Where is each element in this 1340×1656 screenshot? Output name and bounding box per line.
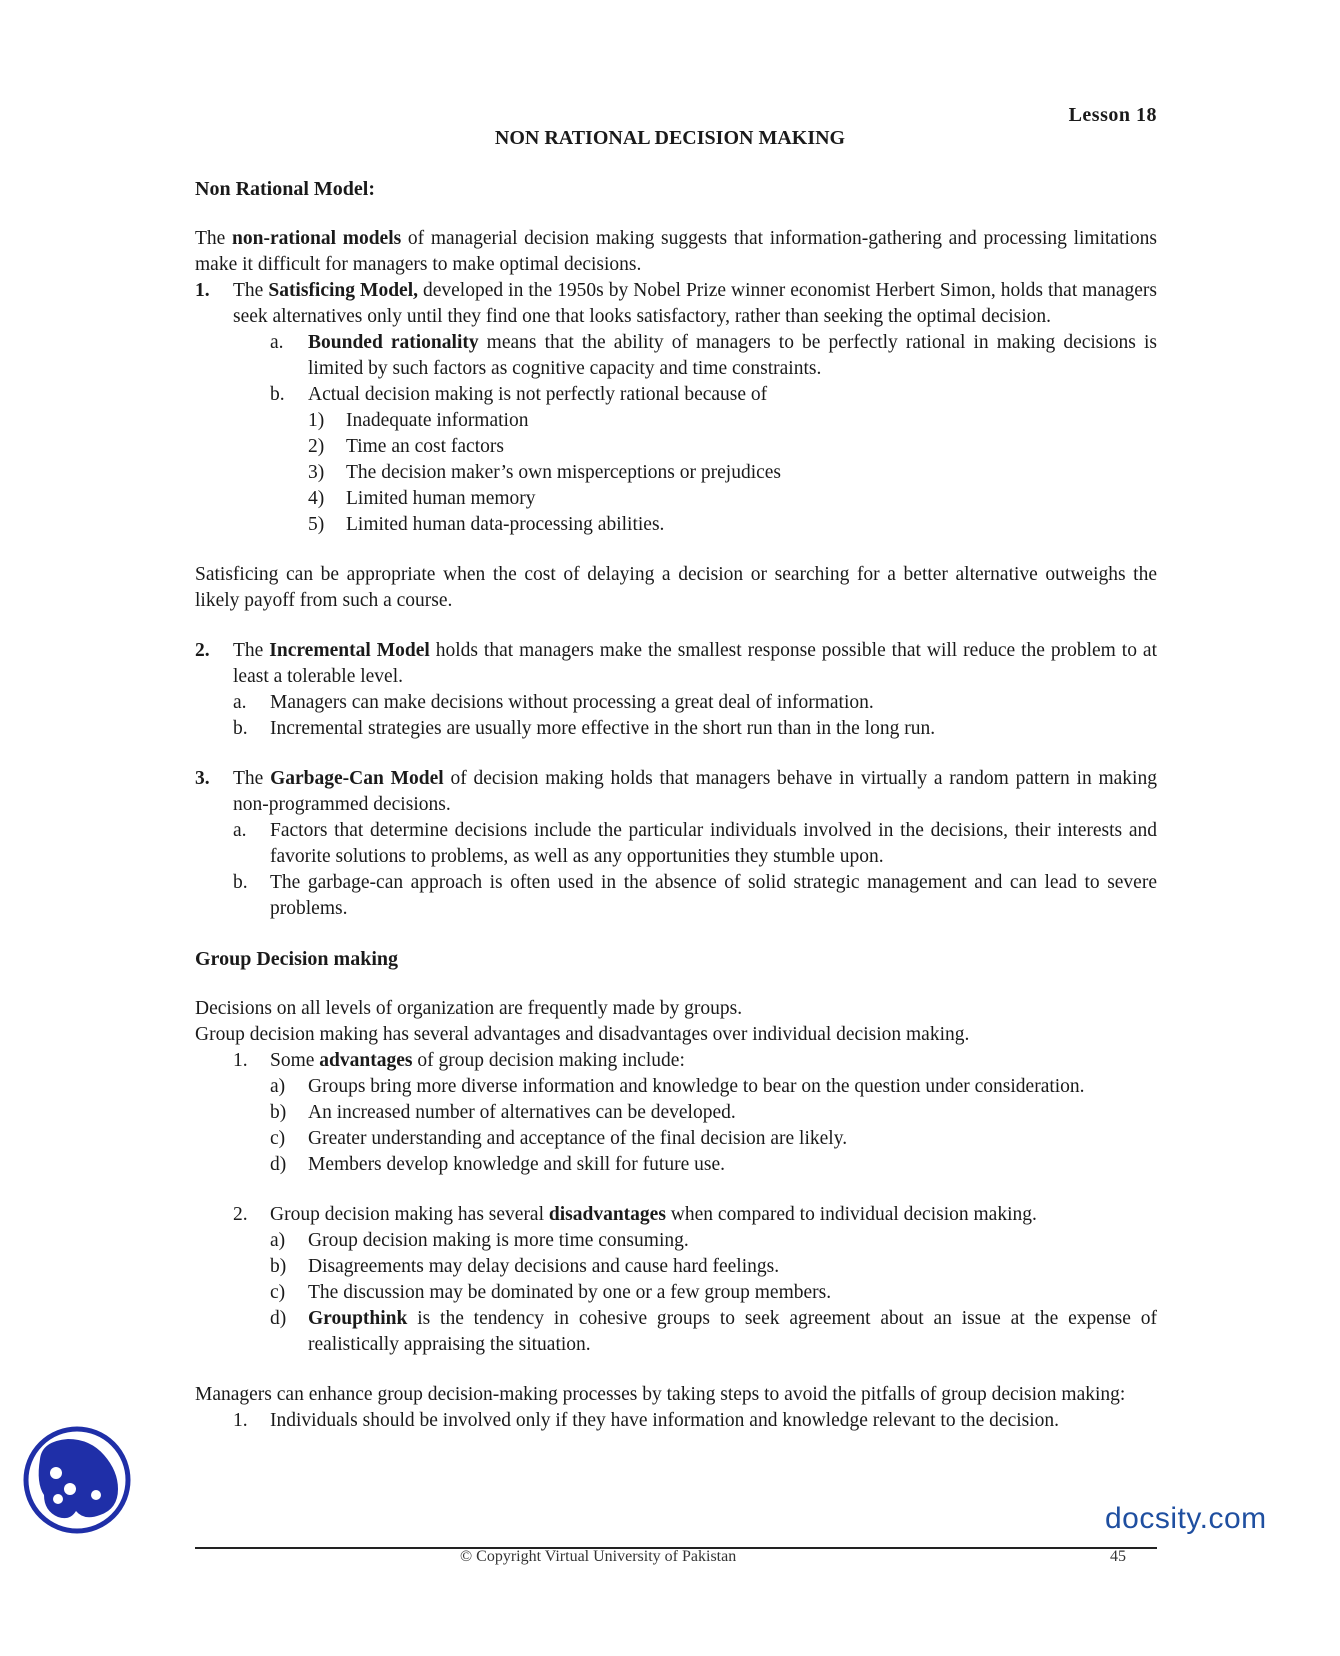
sub-item-text: An increased number of alternatives can be developed. [308,1102,736,1123]
page-title: NON RATIONAL DECISION MAKING [494,127,846,149]
sub-item-letter: a) [270,1076,286,1097]
reason-text: Inadequate information [346,410,529,431]
sub-item-text: Factors that determine decisions include the particular individuals involved in the decisions, their interests and favorite solutions to problems, as well as any opportunities they stumble upon. [270,820,1157,867]
bold-term: Groupthink [308,1308,408,1329]
reason-number: 3) [308,462,325,483]
reason-text: The decision maker’s own misperceptions or prejudices [346,462,782,483]
section-heading-non-rational: Non Rational Model: [195,178,375,200]
section-heading-group: Group Decision making [195,948,398,970]
sub-item-text: The garbage-can approach is often used in the absence of solid strategic management and can lead to severe problems. [270,872,1157,919]
list-item-garbage-can [195,766,1157,818]
advantage-sub-item [195,1074,1157,1100]
sub-item-bounded-rationality [195,330,1157,382]
list-number: 2. [233,1204,248,1225]
bold-term: Bounded rationality [308,332,479,353]
bold-term: Satisficing Model, [268,280,418,301]
list-item-text [233,766,1157,818]
disadvantage-sub-item-groupthink [195,1306,1157,1358]
reason-number: 5) [308,514,325,535]
enhance-paragraph: Managers can enhance group decision-making processes by taking steps to avoid the pitfalls of group decision making: [195,1384,1126,1405]
text-pre: The [233,280,269,301]
sub-item-text: Groups bring more diverse information and knowledge to bear on the question under consideration. [308,1076,1085,1097]
sub-item-text: Managers can make decisions without processing a great deal of information. [270,692,874,713]
reason-number: 1) [308,410,325,431]
sub-item [195,716,1157,742]
sub-item-letter: c) [270,1128,286,1149]
bold-term: Incremental Model [269,640,430,661]
sub-item-letter: d) [270,1154,287,1175]
docsity-brand-text[interactable]: docsity.com [1105,1502,1267,1535]
list-item-satisficing [195,278,1157,330]
reason-text: Limited human memory [346,488,536,509]
sub-item-text: Actual decision making is not perfectly rational because of [308,384,768,405]
list-item-incremental [195,638,1157,690]
advantage-sub-item [195,1126,1157,1152]
list-number: 1. [195,280,210,301]
footer-page-number: 45 [1110,1548,1126,1565]
sub-item-text: The discussion may be dominated by one or a few group members. [308,1282,832,1303]
sub-item [195,870,1157,922]
sub-item-letter: c) [270,1282,286,1303]
bold-term: disadvantages [548,1204,666,1225]
text-post: when compared to individual decision making. [665,1204,1037,1225]
sub-item-letter: a. [233,820,247,841]
reason-text: Time an cost factors [346,436,504,457]
intro-text-pre: The [195,228,233,249]
text-pre: Group decision making has several [270,1204,549,1225]
list-number: 3. [195,768,210,789]
disadvantage-sub-item [195,1228,1157,1254]
text-post: means that the ability of managers to be perfectly rational in making decisions is limited by such factors as cognitive capacity and time constraints. [308,332,1157,379]
intro-paragraph [195,226,1157,278]
text-post: developed in the 1950s by Nobel Prize winner economist Herbert Simon, holds that managers seek alternatives only until they find one that looks satisfactory, rather than seeking the optimal decision. [233,280,1157,327]
group-line-1: Decisions on all levels of organization are frequently made by groups. [195,998,743,1019]
list-item-text [270,1202,1157,1228]
list-item-text [233,278,1157,330]
disadvantages-item [195,1202,1157,1228]
list-number: 1. [233,1410,248,1431]
sub-item-letter: a) [270,1230,286,1251]
intro-text-post: of managerial decision making suggests that information-gathering and processing limitations make it difficult for managers to make optimal decisions. [195,228,1157,275]
reason-number: 2) [308,436,325,457]
advantages-item [195,1048,1157,1074]
sub-item-letter: d) [270,1308,287,1329]
reason-text: Limited human data-processing abilities. [346,514,665,535]
reason-item [195,408,1157,434]
list-item-text [270,1048,1157,1074]
list-item-text [233,638,1157,690]
reason-item [195,460,1157,486]
advantage-sub-item [195,1100,1157,1126]
group-line-2: Group decision making has several advantages and disadvantages over individual decision making. [195,1024,970,1045]
sub-item-letter: b) [270,1256,287,1277]
sub-item-text: Greater understanding and acceptance of the final decision are likely. [308,1128,848,1149]
text-post: of group decision making include: [412,1050,685,1071]
reason-item [195,434,1157,460]
sub-item [195,818,1157,870]
reason-item [195,486,1157,512]
reason-number: 4) [308,488,325,509]
sub-item-letter: b) [270,1102,287,1123]
satisficing-note: Satisficing can be appropriate when the cost of delaying a decision or searching for a better alternative outweighs the likely payoff from such a course. [195,564,1157,611]
text-post: holds that managers make the smallest response possible that will reduce the problem to at least a tolerable level. [233,640,1157,687]
disadvantage-sub-item [195,1254,1157,1280]
sub-item-letter: b. [233,718,248,739]
bold-term: Garbage-Can Model [270,768,444,789]
list-number: 1. [233,1050,248,1071]
lesson-number: Lesson 18 [1068,104,1157,126]
sub-item-letter: a. [233,692,247,713]
list-item-text: Individuals should be involved only if they have information and knowledge relevant to the decision. [270,1410,1060,1431]
sub-item-letter: b. [233,872,248,893]
bold-term: advantages [319,1050,413,1071]
sub-item-text: Incremental strategies are usually more effective in the short run than in the long run. [270,718,936,739]
sub-item-text: Members develop knowledge and skill for future use. [308,1154,725,1175]
enhance-item [195,1408,1157,1434]
sub-item-actual-decision [195,382,1157,408]
text-pre: The [233,640,270,661]
text-post: of decision making holds that managers behave in virtually a random pattern in making non-programmed decisions. [233,768,1157,815]
text-pre: The [233,768,271,789]
disadvantage-sub-item [195,1280,1157,1306]
docsity-logo-icon [22,1425,132,1535]
document-body [195,176,1157,1434]
sub-item-text [308,330,1157,382]
sub-item-text [308,1306,1157,1358]
sub-item [195,690,1157,716]
sub-item-text: Group decision making is more time consuming. [308,1230,689,1251]
sub-item-text: Disagreements may delay decisions and cause hard feelings. [308,1256,780,1277]
intro-bold-term: non-rational models [232,228,402,249]
list-number: 2. [195,640,210,661]
advantage-sub-item [195,1152,1157,1178]
footer-copyright: © Copyright Virtual University of Pakistan [460,1548,737,1565]
reason-item [195,512,1157,538]
text-post: is the tendency in cohesive groups to seek agreement about an issue at the expense of realistically appraising the situation. [308,1308,1157,1355]
text-pre: Some [270,1050,320,1071]
sub-item-letter: a. [270,332,284,353]
sub-item-letter: b. [270,384,285,405]
